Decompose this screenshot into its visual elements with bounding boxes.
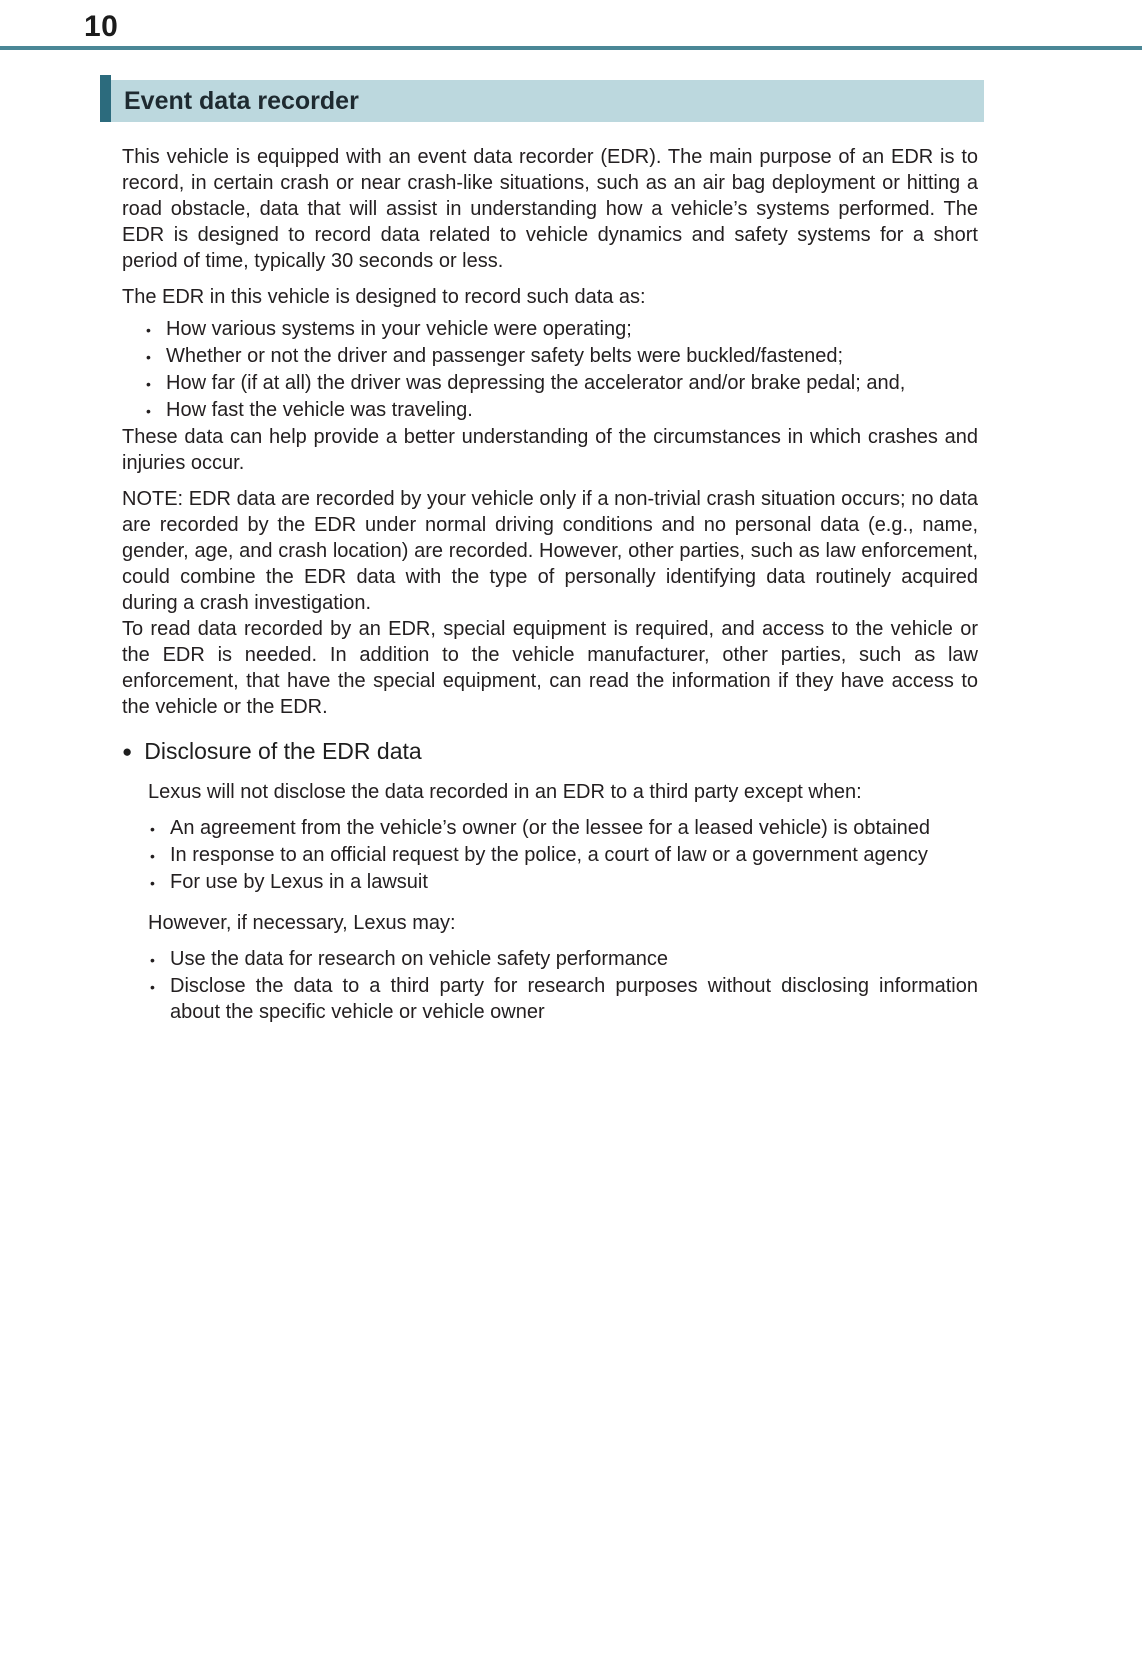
list-item [150, 842, 978, 869]
section-title: Event data recorder [124, 86, 359, 115]
list-item [150, 973, 978, 1025]
bullet-icon [146, 343, 166, 370]
list-item [146, 316, 978, 343]
bullet-icon [150, 946, 170, 973]
filled-circle-icon [122, 739, 132, 765]
bullet-icon [146, 370, 166, 397]
list-item-text: How fast the vehicle was traveling. [166, 399, 473, 421]
bullet-icon [146, 316, 166, 343]
list-item [146, 370, 978, 397]
disclosure-heading-text: Disclosure of the EDR data [144, 738, 422, 764]
list-item [146, 343, 978, 370]
record-bullet-list [122, 316, 978, 424]
list-item-text: How far (if at all) the driver was depressing the accelerator and/or brake pedal; and, [166, 372, 906, 394]
paragraph-read-data: To read data recorded by an EDR, special equipment is required, and access to the vehicle or the EDR is needed. In addition to the vehicle manufacturer, other parties, such as law enforcement, that have the special equipment, can read the information if they have access to the vehicle or the EDR. [122, 618, 978, 718]
list-item [146, 397, 978, 424]
bullet-icon [150, 842, 170, 869]
disclosure-body [148, 779, 978, 1025]
list-item-text: In response to an official request by the police, a court of law or a government agency [170, 844, 928, 866]
paragraph-circumstances: These data can help provide a better understanding of the circumstances in which crashes and injuries occur. [122, 426, 978, 474]
list-item-text: Disclose the data to a third party for research purposes without disclosing information about the specific vehicle or vehicle owner [170, 975, 978, 1023]
list-item-text: Whether or not the driver and passenger safety belts were buckled/fastened; [166, 345, 844, 367]
list-item-text: Use the data for research on vehicle safety performance [170, 948, 669, 970]
page-number: 10 [84, 10, 119, 43]
bullet-icon [150, 815, 170, 842]
section-heading-bar [100, 80, 984, 122]
list-item [150, 815, 978, 842]
bullet-icon [150, 973, 170, 1025]
page-content [100, 80, 984, 1025]
section-body [122, 144, 978, 1025]
disclosure-bullet-list [148, 815, 978, 896]
list-item-text: For use by Lexus in a lawsuit [170, 871, 428, 893]
list-item [150, 946, 978, 973]
list-item-text: An agreement from the vehicle’s owner (or the lessee for a leased vehicle) is obtained [170, 817, 931, 839]
paragraph-edr-purpose: This vehicle is equipped with an event data recorder (EDR). The main purpose of an EDR is to record, in certain crash or near crash-like situations, such as an air bag deployment or hitting a road obstacle, data that will assist in understanding how a vehicle’s systems performed. The EDR is designed to record data related to vehicle dynamics and safety systems for a short period of time, typically 30 seconds or less. [122, 146, 978, 272]
paragraph-note: NOTE: EDR data are recorded by your vehicle only if a non-trivial crash situation occurs; no data are recorded by the EDR under normal driving conditions and no personal data (e.g., name, gender, age, and crash location) are recorded. However, other parties, such as law enforcement, could combine the EDR data with the type of personally identifying data routinely acquired during a crash investigation. [122, 488, 978, 614]
bullet-icon [150, 869, 170, 896]
paragraph-disclosure-intro: Lexus will not disclose the data recorded in an EDR to a third party except when: [148, 781, 862, 803]
paragraph-record-intro: The EDR in this vehicle is designed to record such data as: [122, 286, 646, 308]
list-item [150, 869, 978, 896]
header-rule [0, 46, 1142, 50]
section-heading-accent [100, 75, 111, 122]
disclosure-heading [122, 738, 978, 767]
list-item-text: How various systems in your vehicle were operating; [166, 318, 632, 340]
however-bullet-list [148, 946, 978, 1025]
bullet-icon [146, 397, 166, 424]
paragraph-however: However, if necessary, Lexus may: [148, 912, 456, 934]
